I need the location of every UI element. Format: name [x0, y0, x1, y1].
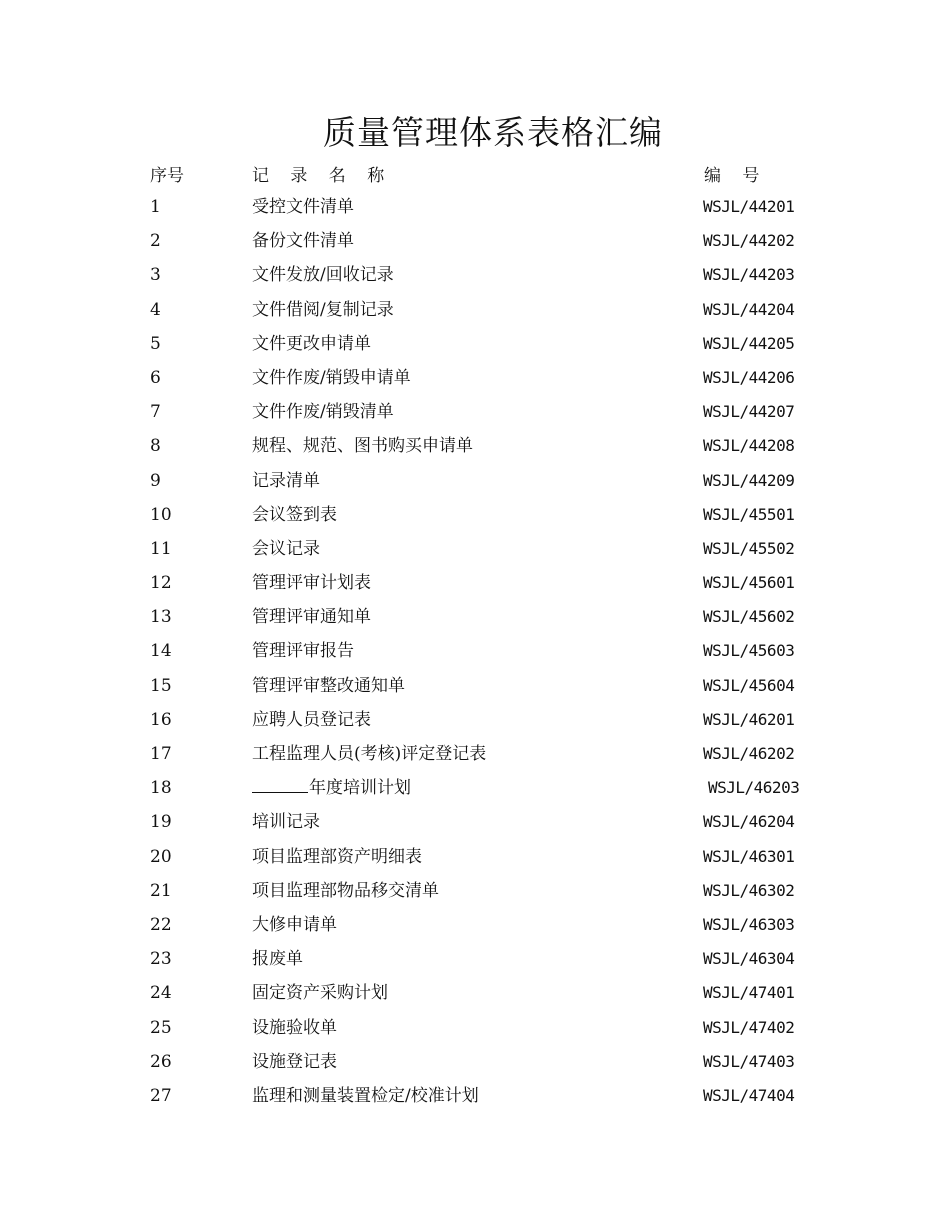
record-code: WSJL/45602 [703, 607, 795, 627]
record-name: 设施验收单 [252, 1017, 337, 1038]
record-code: WSJL/46304 [703, 949, 795, 969]
row-number: 4 [150, 299, 161, 320]
record-name: 应聘人员登记表 [252, 709, 371, 730]
record-name: 项目监理部资产明细表 [252, 846, 422, 867]
record-name: 培训记录 [252, 812, 320, 833]
record-name: 文件发放/回收记录 [252, 265, 394, 286]
table-row [0, 1011, 950, 1045]
row-number: 15 [150, 675, 172, 696]
row-number: 25 [150, 1017, 172, 1038]
record-name: 文件更改申请单 [252, 333, 371, 354]
record-code: WSJL/44208 [703, 436, 795, 456]
table-row [0, 908, 950, 942]
row-number: 6 [150, 367, 161, 388]
document-title: 质量管理体系表格汇编 [323, 113, 663, 152]
record-code: WSJL/44209 [703, 470, 795, 490]
row-number: 13 [150, 607, 172, 628]
row-number: 19 [150, 812, 172, 833]
record-name: 管理评审整改通知单 [252, 675, 405, 696]
table-row [0, 805, 950, 839]
table-row [0, 190, 950, 224]
record-name: 报废单 [252, 949, 303, 970]
record-name: 记录清单 [252, 470, 320, 491]
record-name: 管理评审通知单 [252, 607, 371, 628]
row-number: 14 [150, 641, 172, 662]
record-name: 工程监理人员(考核)评定登记表 [252, 744, 487, 764]
header-code: 编 号 [704, 166, 768, 186]
row-number: 7 [150, 402, 161, 423]
table-row [0, 498, 950, 532]
record-code: WSJL/46301 [703, 846, 795, 866]
row-number: 2 [150, 231, 161, 252]
record-name: 设施登记表 [252, 1051, 337, 1072]
row-number: 23 [150, 949, 172, 970]
row-number: 12 [150, 573, 172, 594]
record-code: WSJL/45603 [703, 641, 795, 661]
table-row [0, 361, 950, 395]
row-number: 21 [150, 880, 172, 901]
record-code: WSJL/47403 [703, 1051, 795, 1071]
record-code: WSJL/46302 [703, 880, 795, 900]
record-code: WSJL/44205 [703, 333, 795, 353]
record-code: WSJL/46201 [703, 709, 795, 729]
record-code: WSJL/44204 [703, 299, 795, 319]
table-row [0, 737, 950, 771]
table-row [0, 976, 950, 1010]
row-number: 1 [150, 197, 161, 217]
row-number: 8 [150, 436, 161, 457]
record-code: WSJL/47401 [703, 983, 795, 1003]
record-name: 监理和测量装置检定/校准计划 [252, 1085, 479, 1106]
record-name: 固定资产采购计划 [252, 983, 388, 1004]
record-code: WSJL/44201 [703, 197, 795, 216]
row-number: 3 [150, 265, 161, 286]
record-name: 大修申请单 [252, 914, 337, 935]
record-code: WSJL/46204 [703, 812, 795, 832]
table-row [0, 293, 950, 327]
record-code: WSJL/44203 [703, 265, 795, 285]
record-name: 受控文件清单 [252, 197, 354, 217]
table-row [0, 429, 950, 463]
record-code: WSJL/44202 [703, 231, 795, 251]
table-row [0, 464, 950, 498]
table-row [0, 703, 950, 737]
record-code: WSJL/46303 [703, 914, 795, 934]
table-row [0, 1045, 950, 1079]
row-number: 17 [150, 744, 172, 764]
row-number: 5 [150, 333, 161, 354]
table-row [0, 600, 950, 634]
record-list [0, 190, 950, 1113]
record-name-with-blank [252, 771, 411, 805]
record-code: WSJL/46203 [708, 778, 800, 798]
table-row [0, 874, 950, 908]
record-name: 规程、规范、图书购买申请单 [252, 436, 473, 457]
row-number: 9 [150, 470, 161, 491]
record-name: 项目监理部物品移交清单 [252, 880, 439, 901]
row-number: 11 [150, 538, 172, 559]
row-number: 27 [150, 1085, 172, 1106]
table-row [0, 942, 950, 976]
record-code: WSJL/45601 [703, 573, 795, 593]
record-name: 文件作废/销毁清单 [252, 402, 394, 423]
row-number: 22 [150, 914, 172, 935]
table-row [0, 532, 950, 566]
row-number: 16 [150, 709, 172, 730]
record-name: 备份文件清单 [252, 231, 354, 252]
record-code: WSJL/46202 [703, 744, 795, 763]
header-record-name: 记 录 名 称 [252, 166, 393, 186]
record-code: WSJL/45501 [703, 504, 795, 524]
row-number: 10 [150, 504, 172, 525]
table-row [0, 395, 950, 429]
record-code: WSJL/45604 [703, 675, 795, 695]
table-row [0, 327, 950, 361]
table-header [0, 157, 950, 187]
row-number: 24 [150, 983, 172, 1004]
table-row [0, 566, 950, 600]
record-code: WSJL/45502 [703, 538, 795, 558]
fill-in-blank-line [252, 776, 308, 793]
record-name-text: 年度培训计划 [309, 778, 411, 799]
record-code: WSJL/44206 [703, 367, 795, 387]
record-name: 会议签到表 [252, 504, 337, 525]
table-row [0, 771, 950, 805]
record-name: 管理评审计划表 [252, 573, 371, 594]
header-serial-number: 序号 [150, 166, 184, 186]
table-row [0, 1079, 950, 1113]
record-name: 文件借阅/复制记录 [252, 299, 394, 320]
row-number: 26 [150, 1051, 172, 1072]
record-name: 管理评审报告 [252, 641, 354, 662]
table-row [0, 258, 950, 292]
record-code: WSJL/47402 [703, 1017, 795, 1037]
table-row [0, 224, 950, 258]
table-row [0, 840, 950, 874]
record-code: WSJL/44207 [703, 402, 795, 422]
row-number: 18 [150, 778, 172, 799]
row-number: 20 [150, 846, 172, 867]
record-name: 会议记录 [252, 538, 320, 559]
table-row [0, 634, 950, 668]
table-row [0, 669, 950, 703]
record-code: WSJL/47404 [703, 1085, 795, 1105]
record-name: 文件作废/销毁申请单 [252, 367, 411, 388]
